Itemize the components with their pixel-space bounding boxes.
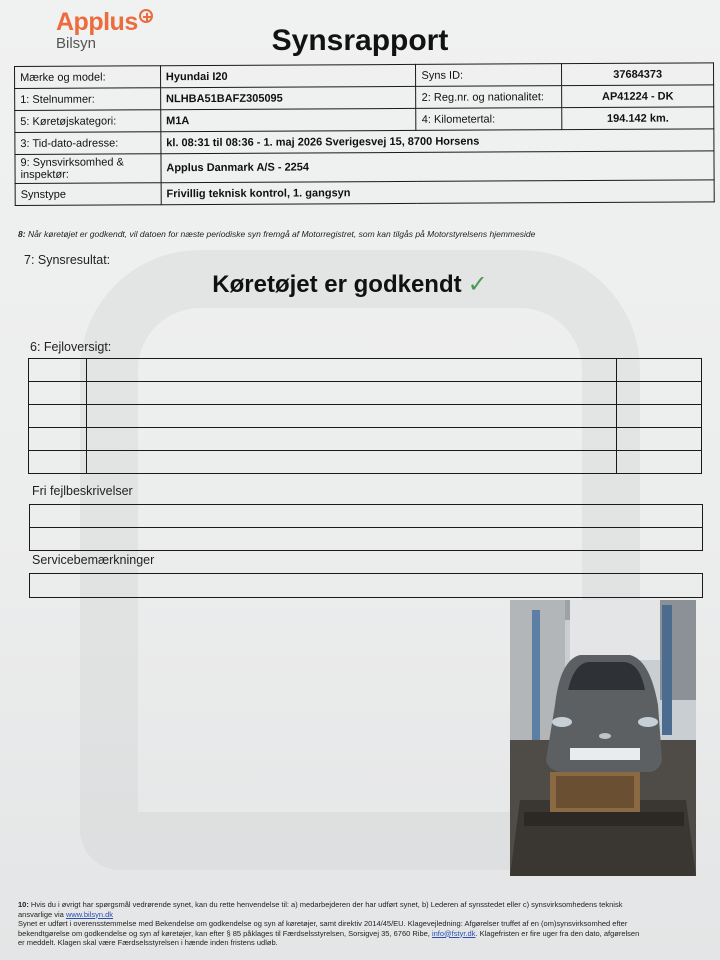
footer-number: 10: (18, 900, 29, 909)
note-number: 8: (18, 229, 26, 239)
table-row (29, 451, 702, 474)
info-value: kl. 08:31 til 08:36 - 1. maj 2026 Sverigesvej 15, 8700 Horsens (161, 129, 714, 154)
table-row (29, 405, 702, 428)
info-value: 37684373 (562, 63, 714, 86)
note-8 (18, 229, 535, 239)
service-remarks-box (29, 573, 703, 598)
fri-label: Fri fejlbeskrivelser (32, 484, 133, 498)
result-label: 7: Synsresultat: (24, 253, 111, 267)
info-value: Hyundai I20 (160, 64, 416, 87)
logo-sub: Bilsyn (56, 35, 97, 52)
vehicle-info-table (14, 62, 715, 206)
page-title: Synsrapport (271, 24, 449, 57)
service-label: Servicebemærkninger (32, 553, 155, 567)
footer-text (18, 900, 718, 948)
note-text: Når køretøjet er godkendt, vil datoen for næste periodiske syn fremgå af Motorregistret, som kan tilgås på Motorstyrelsens hjemmeside (27, 229, 536, 239)
footer-line: Synet er udført i overensstemmelse med Bekendelse om godkendelse og syn af køretøjer, samt direktiv 2014/45/EU. Klagevejledning: Afgørelser truffet af en (om)synsvirksomhed efter (18, 919, 628, 928)
info-label: 9: Synsvirksomhed & inspektør: (15, 154, 161, 184)
logo-brand: Applus (56, 8, 138, 36)
info-value: 194.142 km. (562, 107, 714, 130)
info-label: Mærke og model: (15, 66, 161, 89)
info-label: 5: Køretøjskategori: (15, 110, 161, 133)
check-icon: ✓ (467, 271, 488, 298)
inspection-result (0, 270, 700, 299)
faults-label: 6: Fejloversigt: (30, 340, 112, 354)
info-label: 3: Tid-dato-adresse: (15, 132, 161, 155)
info-value: M1A (161, 108, 417, 131)
info-label: Synstype (15, 183, 161, 206)
plus-circle-icon (139, 9, 153, 23)
fault-table (28, 358, 702, 474)
table-row (15, 180, 714, 206)
info-value: Frivillig teknisk kontrol, 1. gangsyn (161, 180, 714, 205)
info-value: NLHBA51BAFZ305095 (160, 86, 416, 109)
bilsyn-link[interactable]: www.bilsyn.dk (65, 909, 114, 919)
result-text: Køretøjet er godkendt (212, 271, 462, 298)
info-label: 4: Kilometertal: (416, 108, 562, 131)
footer-line: ansvarlige via (18, 909, 66, 919)
info-label: 1: Stelnummer: (15, 88, 161, 111)
table-row (29, 428, 702, 451)
info-value: AP41224 - DK (562, 85, 714, 108)
info-label: 2: Reg.nr. og nationalitet: (416, 86, 562, 109)
table-row (15, 151, 714, 184)
footer-line: er meddelt. Klagen skal være Færdselsstyrelsen i hænde inden fristens udløb. (18, 938, 278, 947)
table-row (29, 359, 702, 382)
info-label: Syns ID: (416, 64, 562, 87)
table-row (29, 382, 702, 405)
email-link[interactable]: info@fstyr.dk (431, 928, 476, 938)
footer-line: Hvis du i øvrigt har spørgsmål vedrørende synet, kan du rette henvendelse til: a) medarbejderen der har udført synet, b) Lederen af synsstedet eller c) synsvirksomhedens teknisk (28, 900, 623, 909)
vehicle-photo (510, 600, 696, 876)
info-value: Applus Danmark A/S - 2254 (161, 151, 714, 183)
footer-line: bekendtgørelse om godkendelse og syn af køretøjer, kan efter § 85 påklages til Færdselsstyrelsen, Sorsigvej 35, 6760 Ribe, (18, 928, 432, 938)
fri-description-box (29, 504, 703, 551)
footer-line: . Klagefristen er fire uger fra den dato, afgørelsen (475, 928, 640, 938)
